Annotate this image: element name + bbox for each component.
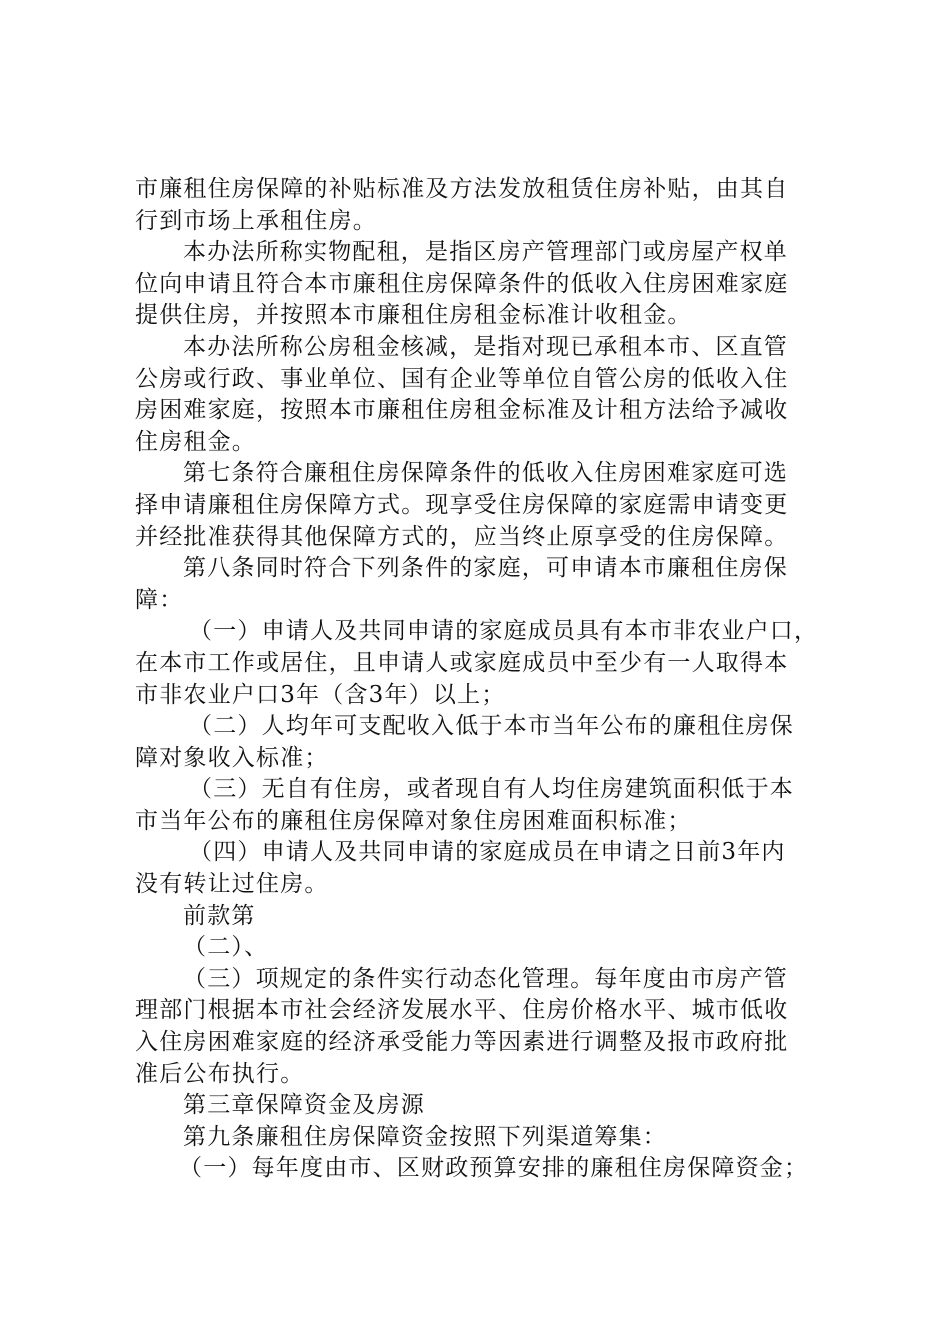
list-item-line: （一）申请人及共同申请的家庭成员具有本市非农业户口， (189, 618, 819, 645)
text-line: 市当年公布的廉租住房保障对象住房困难面积标准； (135, 807, 692, 834)
text-line: 住房租金。 (135, 428, 256, 455)
text-line: 行到市场上承租住房。 (135, 207, 377, 234)
document-body (135, 174, 835, 1185)
paragraph-start-line: 本办法所称公房租金核减，是指对现已承租本市、区直管 (183, 333, 788, 360)
text-line: 入住房困难家庭的经济承受能力等因素进行调整及报市政府批 (135, 1029, 789, 1056)
list-item-line: （三）无自有住房，或者现自有人均住房建筑面积低于本 (189, 776, 794, 803)
text-line: 市廉租住房保障的补贴标准及方法发放租赁住房补贴，由其自 (135, 176, 789, 202)
text-line: 在本市工作或居住，且申请人或家庭成员中至少有一人取得本 (135, 649, 789, 676)
list-item-line: （一）每年度由市、区财政预算安排的廉租住房保障资金； (179, 1155, 809, 1182)
text-line: 位向申请且符合本市廉租住房保障条件的低收入住房困难家庭 (135, 270, 789, 297)
list-item-line: （二）、 (183, 934, 269, 961)
list-item-line: （三）项规定的条件实行动态化管理。每年度由市房产管 (183, 965, 788, 992)
paragraph-start-line: 前款第 (183, 902, 256, 929)
text-line: 择申请廉租住房保障方式。现享受住房保障的家庭需申请变更 (135, 491, 789, 518)
text-line: 公房或行政、事业单位、国有企业等单位自管公房的低收入住 (135, 365, 789, 392)
text-line: 理部门根据本市社会经济发展水平、住房价格水平、城市低收 (135, 997, 789, 1024)
list-item-line: （四）申请人及共同申请的家庭成员在申请之日前3年内 (189, 839, 786, 866)
list-item-line: （二）人均年可支配收入低于本市当年公布的廉租住房保 (189, 713, 794, 740)
text-line: 准后公布执行。 (135, 1060, 305, 1087)
chapter-heading: 第三章保障资金及房源 (183, 1092, 425, 1119)
text-line: 障： (135, 586, 184, 613)
text-line: 并经批准获得其他保障方式的，应当终止原享受的住房保障。 (135, 523, 789, 550)
text-line: 房困难家庭，按照本市廉租住房租金标准及计租方法给予减收 (135, 397, 789, 424)
article-7-line: 第七条符合廉租住房保障条件的低收入住房困难家庭可选 (183, 460, 788, 487)
text-line: 提供住房，并按照本市廉租住房租金标准计收租金。 (135, 302, 692, 329)
paragraph-start-line: 本办法所称实物配租，是指区房产管理部门或房屋产权单 (183, 239, 788, 266)
text-line: 障对象收入标准； (135, 744, 329, 771)
text-line: 没有转让过住房。 (135, 871, 329, 898)
text-line: 市非农业户口3年（含3年）以上； (135, 681, 506, 708)
article-8-line: 第八条同时符合下列条件的家庭，可申请本市廉租住房保 (183, 555, 788, 582)
article-9-line: 第九条廉租住房保障资金按照下列渠道筹集： (183, 1123, 667, 1150)
